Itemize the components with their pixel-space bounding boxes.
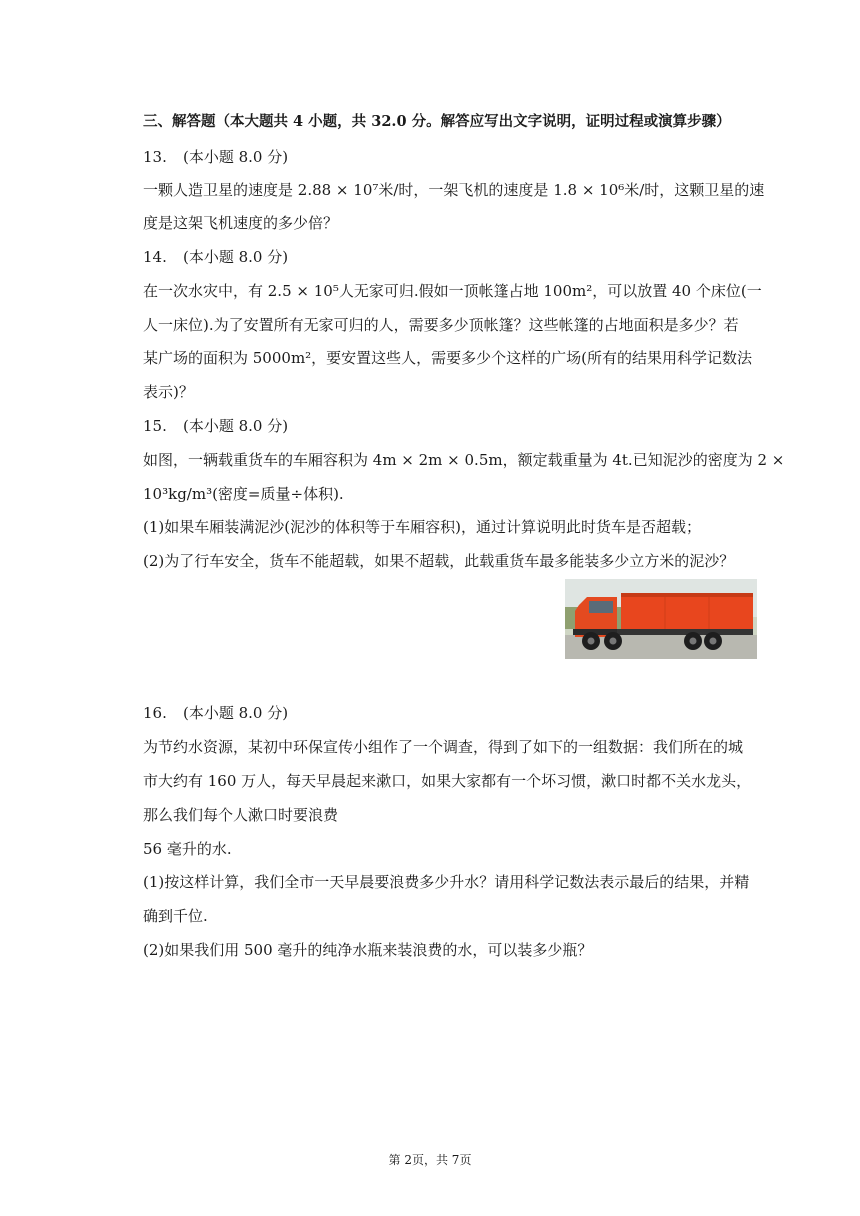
question-13-header: [143, 147, 288, 167]
question-14-line-2: 人一床位).为了安置所有无家可归的人，需要多少顶帐篷？这些帐篷的占地面积是多少？若: [143, 316, 739, 334]
question-16-line-3: 那么我们每个人漱口时要浪费: [143, 806, 339, 824]
question-number: 16.: [143, 704, 167, 722]
question-14-line-4: 表示)？: [143, 383, 194, 401]
question-score: (本小题 8.0 分): [183, 417, 289, 435]
question-number: 14.: [143, 248, 167, 266]
question-13-line-2: 度是这架飞机速度的多少倍？: [143, 214, 339, 232]
question-number: 13.: [143, 148, 167, 166]
question-16-line-2: 市大约有 160 万人，每天早晨起来漱口，如果大家都有一个坏习惯，漱口时都不关水龙头，: [143, 772, 752, 790]
question-score: (本小题 8.0 分): [183, 148, 289, 166]
question-16-line-1: 为节约水资源，某初中环保宣传小组作了一个调查，得到了如下的一组数据：我们所在的城: [143, 738, 744, 756]
question-score: (本小题 8.0 分): [183, 248, 289, 266]
question-number: 15.: [143, 417, 167, 435]
question-16-line-5: (1)按这样计算，我们全市一天早晨要浪费多少升水？请用科学记数法表示最后的结果，并精: [143, 873, 750, 891]
question-15-header: [143, 416, 288, 436]
question-16-header: [143, 703, 288, 723]
question-16-line-7: (2)如果我们用 500 毫升的纯净水瓶来装浪费的水，可以装多少瓶？: [143, 941, 593, 959]
question-14-header: [143, 247, 288, 267]
question-15-line-2: 10³kg/m³(密度=质量÷体积).: [143, 485, 344, 503]
question-13-line-1: 一颗人造卫星的速度是 2.88 × 10⁷米/时，一架飞机的速度是 1.8 × 10⁶米/时，这颗卫星的速: [143, 181, 765, 199]
question-15-line-4: (2)为了行车安全，货车不能超载，如果不超载，此载重货车最多能装多少立方米的泥沙？: [143, 552, 735, 570]
question-16-line-6: 确到千位.: [143, 907, 208, 925]
question-score: (本小题 8.0 分): [183, 704, 289, 722]
dump-truck-image: [565, 579, 757, 659]
question-14-line-1: 在一次水灾中，有 2.5 × 10⁵人无家可归.假如一顶帐篷占地 100m²，可以放置 40 个床位(一: [143, 282, 762, 300]
section-heading: 三、解答题（本大题共 4 小题，共 32.0 分。解答应写出文字说明，证明过程或演算步骤）: [143, 113, 731, 130]
question-14-line-3: 某广场的面积为 5000m²，要安置这些人，需要多少个这样的广场(所有的结果用科学记数法: [143, 349, 753, 367]
page-footer: 第 2页，共 7页: [388, 1153, 472, 1167]
question-15-line-3: (1)如果车厢装满泥沙(泥沙的体积等于车厢容积)，通过计算说明此时货车是否超载；: [143, 518, 701, 536]
question-15-line-1: 如图，一辆载重货车的车厢容积为 4m × 2m × 0.5m，额定载重量为 4t.已知泥沙的密度为 2 ×: [143, 451, 785, 469]
question-16-line-4: 56 毫升的水.: [143, 840, 232, 858]
